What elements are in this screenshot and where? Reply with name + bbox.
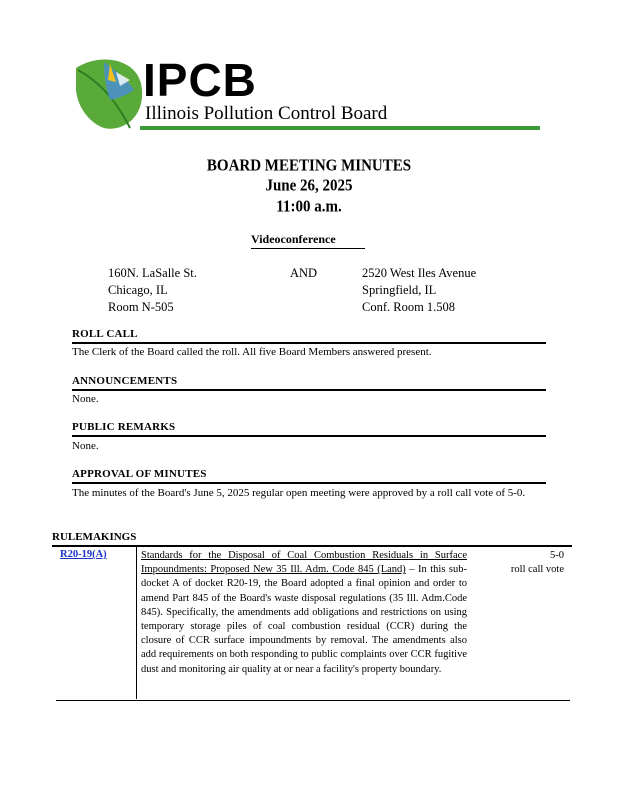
public-remarks-rule bbox=[72, 435, 546, 437]
table-bottom-rule bbox=[56, 700, 570, 701]
header-rule bbox=[140, 126, 540, 130]
org-name: Illinois Pollution Control Board bbox=[145, 103, 388, 124]
roll-call-heading: ROLL CALL bbox=[72, 328, 138, 340]
announcements-body: None. bbox=[72, 393, 99, 405]
roll-call-body: The Clerk of the Board called the roll. All five Board Members answered present. bbox=[72, 346, 432, 358]
approval-rule bbox=[72, 482, 546, 484]
vote-label: roll call vote bbox=[510, 564, 564, 576]
address-and: AND bbox=[290, 266, 318, 280]
vote-cell bbox=[500, 549, 564, 577]
rulemaking-body: – In this sub-docket A of docket R20-19, the Board adopted a final opinion and order to amend Part 845 of the Board's waste disposal regulations (35 Ill. Adm.Code 845). Specifically, the amendments add obligations and restrictions on using temporary storage piles of coal combustion residual (CCR) during the closure of CCR surface impoundments by removal. The amendments also add requirements on both responding to public complaints over CCR fugitive dust and monitoring air quality at or near a facility's property boundary. bbox=[141, 564, 468, 675]
rulemakings-rule bbox=[52, 545, 572, 547]
docket-link[interactable]: R20-19(A) bbox=[60, 549, 107, 560]
public-remarks-heading: PUBLIC REMARKS bbox=[72, 421, 176, 433]
address-springfield: 2520 West Iles Avenue Springfield, IL Conf. Room 1.508 bbox=[362, 266, 477, 314]
meeting-time: 11:00 a.m. bbox=[276, 198, 342, 216]
document-title: BOARD MEETING MINUTES bbox=[206, 157, 412, 175]
vote-count: 5-0 bbox=[550, 550, 564, 561]
rulemaking-title: Standards for the Disposal of Coal Combustion Residuals in Surface Impoundments: Proposed New 35 Ill. Adm. Code 845 (Land) bbox=[141, 550, 467, 576]
rulemaking-description bbox=[141, 549, 467, 677]
announcements-heading: ANNOUNCEMENTS bbox=[72, 375, 178, 387]
approval-heading: APPROVAL OF MINUTES bbox=[72, 468, 207, 480]
logo-title: IPCB bbox=[143, 54, 257, 106]
meeting-date: June 26, 2025 bbox=[265, 177, 353, 195]
public-remarks-body: None. bbox=[72, 440, 99, 452]
table-divider bbox=[136, 547, 137, 699]
roll-call-rule bbox=[72, 342, 546, 344]
venue: Videoconference bbox=[251, 232, 365, 249]
address-chicago: 160N. LaSalle St. Chicago, IL Room N-505 bbox=[108, 266, 197, 314]
approval-body: The minutes of the Board's June 5, 2025 regular open meeting were approved by a roll call vote of 5-0. bbox=[72, 487, 526, 499]
rulemakings-heading: RULEMAKINGS bbox=[52, 531, 137, 543]
announcements-rule bbox=[72, 389, 546, 391]
